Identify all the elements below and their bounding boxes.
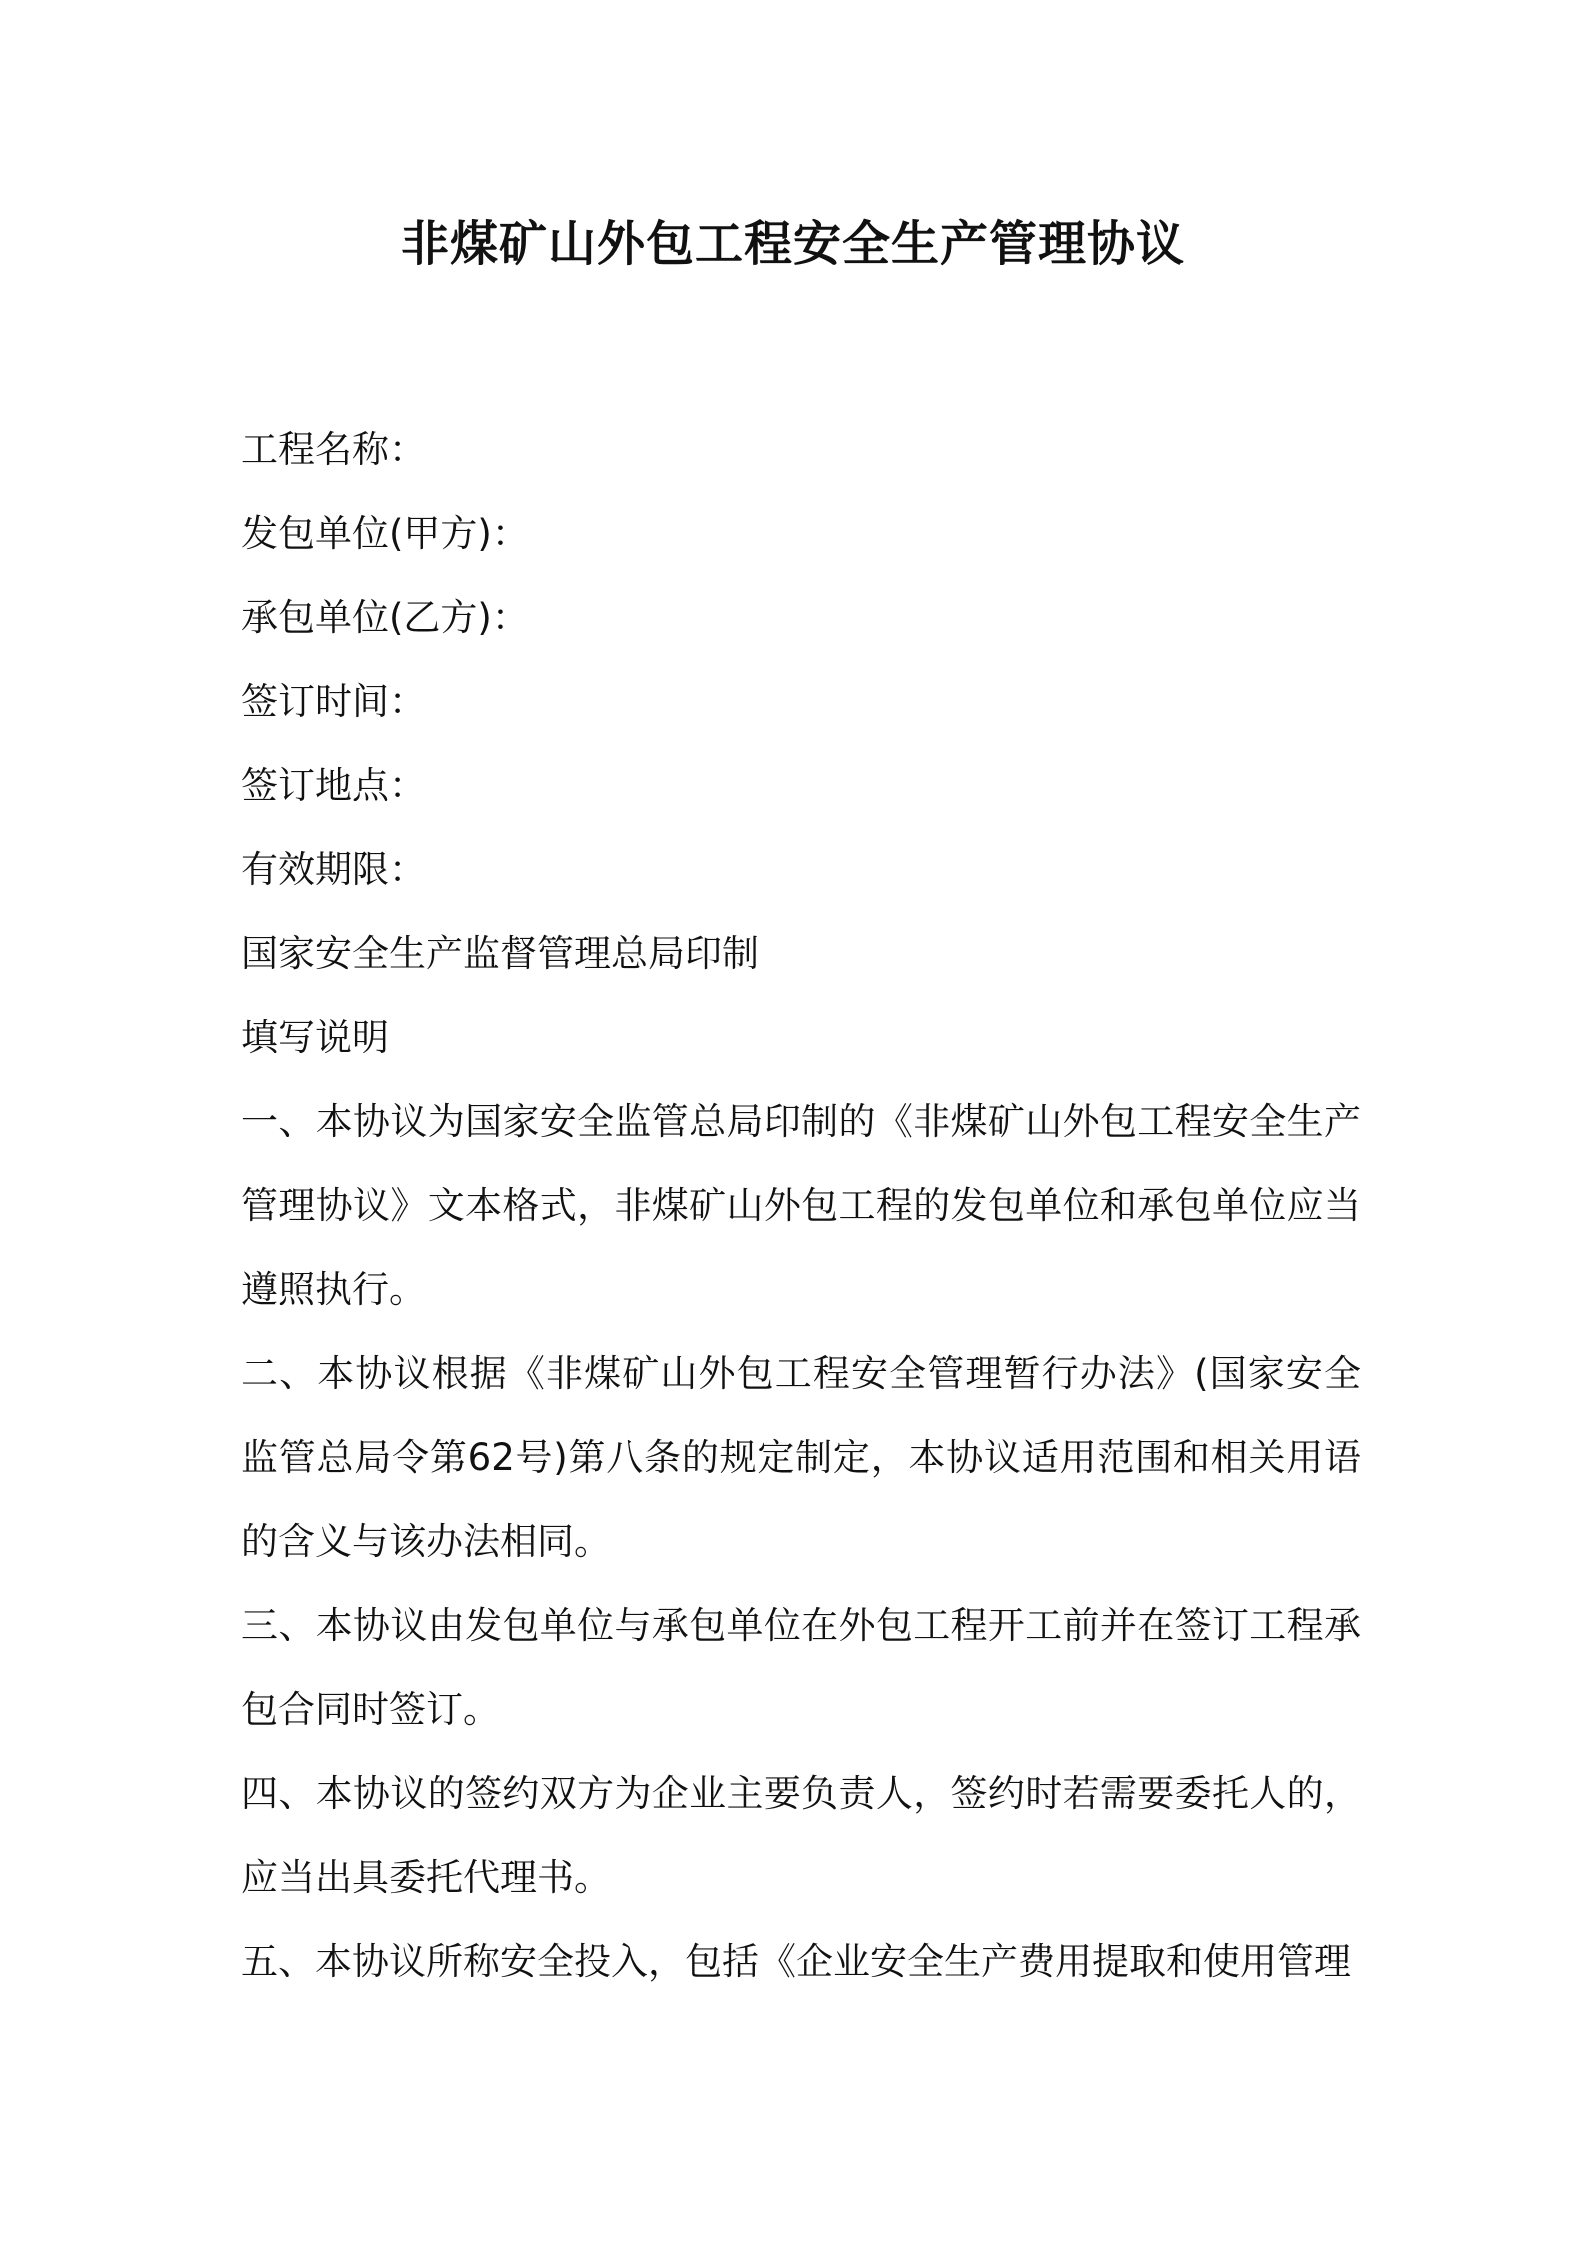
field-signing-date: 签订时间： <box>241 680 426 723</box>
issuer-line: 国家安全生产监督管理总局印制 <box>241 932 759 975</box>
instruction-paragraph: 二、本协议根据《非煤矿山外包工程安全管理暂行办法》(国家安全监管总局令第62号)第八条的规定制定，本协议适用范围和相关用语的含义与该办法相同。 <box>241 1352 1361 1563</box>
field-contractor-party-a: 发包单位(甲方)： <box>241 512 529 555</box>
instruction-paragraph: 四、本协议的签约双方为企业主要负责人，签约时若需要委托人的，应当出具委托代理书。 <box>241 1772 1361 1899</box>
field-project-name: 工程名称： <box>241 428 426 471</box>
instructions-heading: 填写说明 <box>241 1016 389 1059</box>
document-title: 非煤矿山外包工程安全生产管理协议 <box>400 216 1185 272</box>
document-body <box>241 408 1361 2004</box>
instruction-paragraph: 三、本协议由发包单位与承包单位在外包工程开工前并在签订工程承包合同时签订。 <box>241 1604 1361 1731</box>
field-validity-period: 有效期限： <box>241 848 426 891</box>
field-contractee-party-b: 承包单位(乙方)： <box>241 596 529 639</box>
field-signing-place: 签订地点： <box>241 764 426 807</box>
instruction-paragraph: 五、本协议所称安全投入，包括《企业安全生产费用提取和使用管理 <box>241 1940 1351 1983</box>
instruction-paragraph: 一、本协议为国家安全监管总局印制的《非煤矿山外包工程安全生产管理协议》文本格式，非煤矿山外包工程的发包单位和承包单位应当遵照执行。 <box>241 1100 1361 1311</box>
